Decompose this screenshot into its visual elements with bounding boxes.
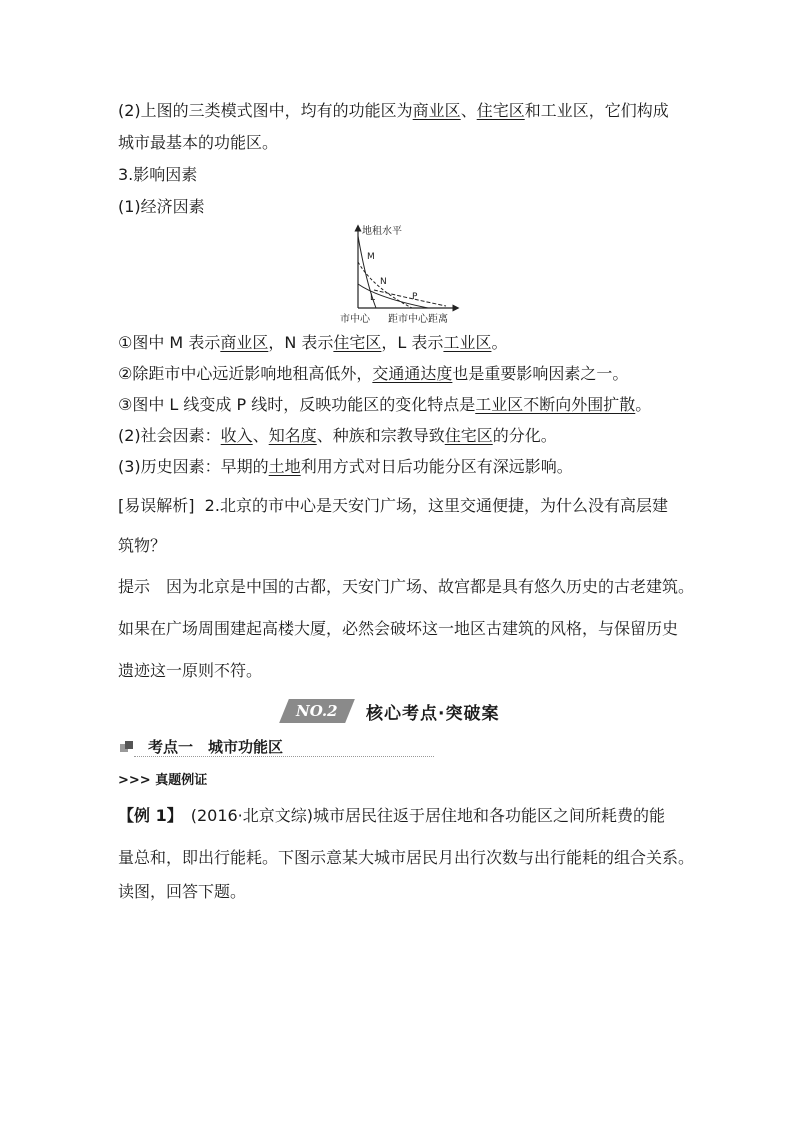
curve-l [358, 284, 428, 308]
x-axis-label-left: 市中心 [340, 314, 370, 325]
answer-underlined: 商业区 [220, 333, 269, 352]
item-3 [118, 395, 651, 415]
social-factors [118, 426, 557, 446]
text: ，N 表示 [268, 333, 334, 352]
banner-tag [279, 699, 355, 723]
paragraph-basic-zones-line2: 城市最基本的功能区。 [118, 133, 279, 152]
answer-underlined: 住宅区 [444, 426, 493, 445]
label-p: P [412, 292, 418, 302]
example-line2: 量总和，即出行能耗。下图示意某大城市居民月出行次数与出行能耗的组合关系。 [118, 848, 695, 867]
text: (2)社会因素： [118, 426, 221, 445]
example-tag: 【例 1】 [118, 806, 175, 825]
answer-underlined: 土地 [268, 457, 301, 476]
text: ，L 表示 [381, 333, 444, 352]
rent-distance-figure [338, 222, 462, 328]
answer-underlined: 商业区 [412, 101, 461, 120]
analysis-answer-line3: 遗迹这一原则不符。 [118, 661, 263, 680]
text: 、 [460, 101, 477, 120]
text: (2)上图的三类模式图中，均有的功能区为 [118, 101, 413, 120]
text: 、 [252, 426, 269, 445]
example-line3: 读图，回答下题。 [118, 882, 247, 901]
label-m: M [367, 252, 375, 262]
historical-factors [118, 457, 573, 477]
section-banner [284, 697, 499, 725]
text: (2016·北京文综)城市居民往返于居住地和各功能区之间所耗费的能 [174, 806, 666, 825]
text: 的分化。 [492, 426, 557, 445]
text: ②除距市中心远近影响地租高低外， [118, 364, 373, 383]
square-bullet-icon [120, 740, 134, 754]
text: 、种族和宗教导致 [316, 426, 445, 445]
analysis-question-line1 [118, 496, 668, 516]
analysis-answer-line2: 如果在广场周围建起高楼大厦，必然会破坏这一地区古建筑的风格，与保留历史 [118, 619, 679, 638]
section-heading-factors: 3.影响因素 [118, 165, 198, 184]
x-axis-label-right: 距市中心距离 [388, 314, 448, 325]
subheading-economic: (1)经济因素 [118, 197, 205, 216]
text: 也是重要影响因素之一。 [452, 364, 629, 383]
analysis-answer-line1: 提示 因为北京是中国的古都，天安门广场、故宫都是具有悠久历史的古老建筑。 [118, 577, 695, 596]
text: 和工业区，它们构成 [524, 101, 669, 120]
zhenti-label: >>> 真题例证 [118, 773, 208, 788]
answer-underlined: 工业区 [443, 333, 492, 352]
y-axis-label: 地租水平 [362, 226, 402, 237]
example-line1 [118, 806, 665, 826]
answer-underlined: 知名度 [268, 426, 317, 445]
item-1 [118, 333, 507, 353]
kaodian-dotted-rule [134, 756, 434, 757]
text: 。 [491, 333, 508, 352]
text: ①图中 M 表示 [118, 333, 221, 352]
text: 。 [635, 395, 652, 414]
kaodian-title: 考点一 城市功能区 [148, 738, 284, 756]
analysis-tag: [易误解析] [118, 496, 195, 515]
answer-underlined: 住宅区 [333, 333, 382, 352]
analysis-question-line2: 筑物？ [118, 536, 167, 555]
banner-title: 核心考点·突破案 [366, 703, 500, 724]
text: 2.北京的市中心是天安门广场，这里交通便捷，为什么没有高层建 [204, 496, 668, 515]
text: 利用方式对日后功能分区有深远影响。 [300, 457, 573, 476]
paragraph-basic-zones-line1 [118, 101, 669, 121]
answer-underlined: 工业区不断向外围扩散 [475, 395, 636, 414]
answer-underlined: 住宅区 [476, 101, 525, 120]
answer-underlined: 交通通达度 [372, 364, 453, 383]
item-2 [118, 364, 628, 384]
text: ③图中 L 线变成 P 线时，反映功能区的变化特点是 [118, 395, 476, 414]
text: (3)历史因素：早期的 [118, 457, 269, 476]
label-n: N [380, 277, 387, 287]
answer-underlined: 收入 [220, 426, 253, 445]
label-l: L [370, 293, 376, 303]
banner-tag-text: NO.2 [296, 702, 338, 720]
